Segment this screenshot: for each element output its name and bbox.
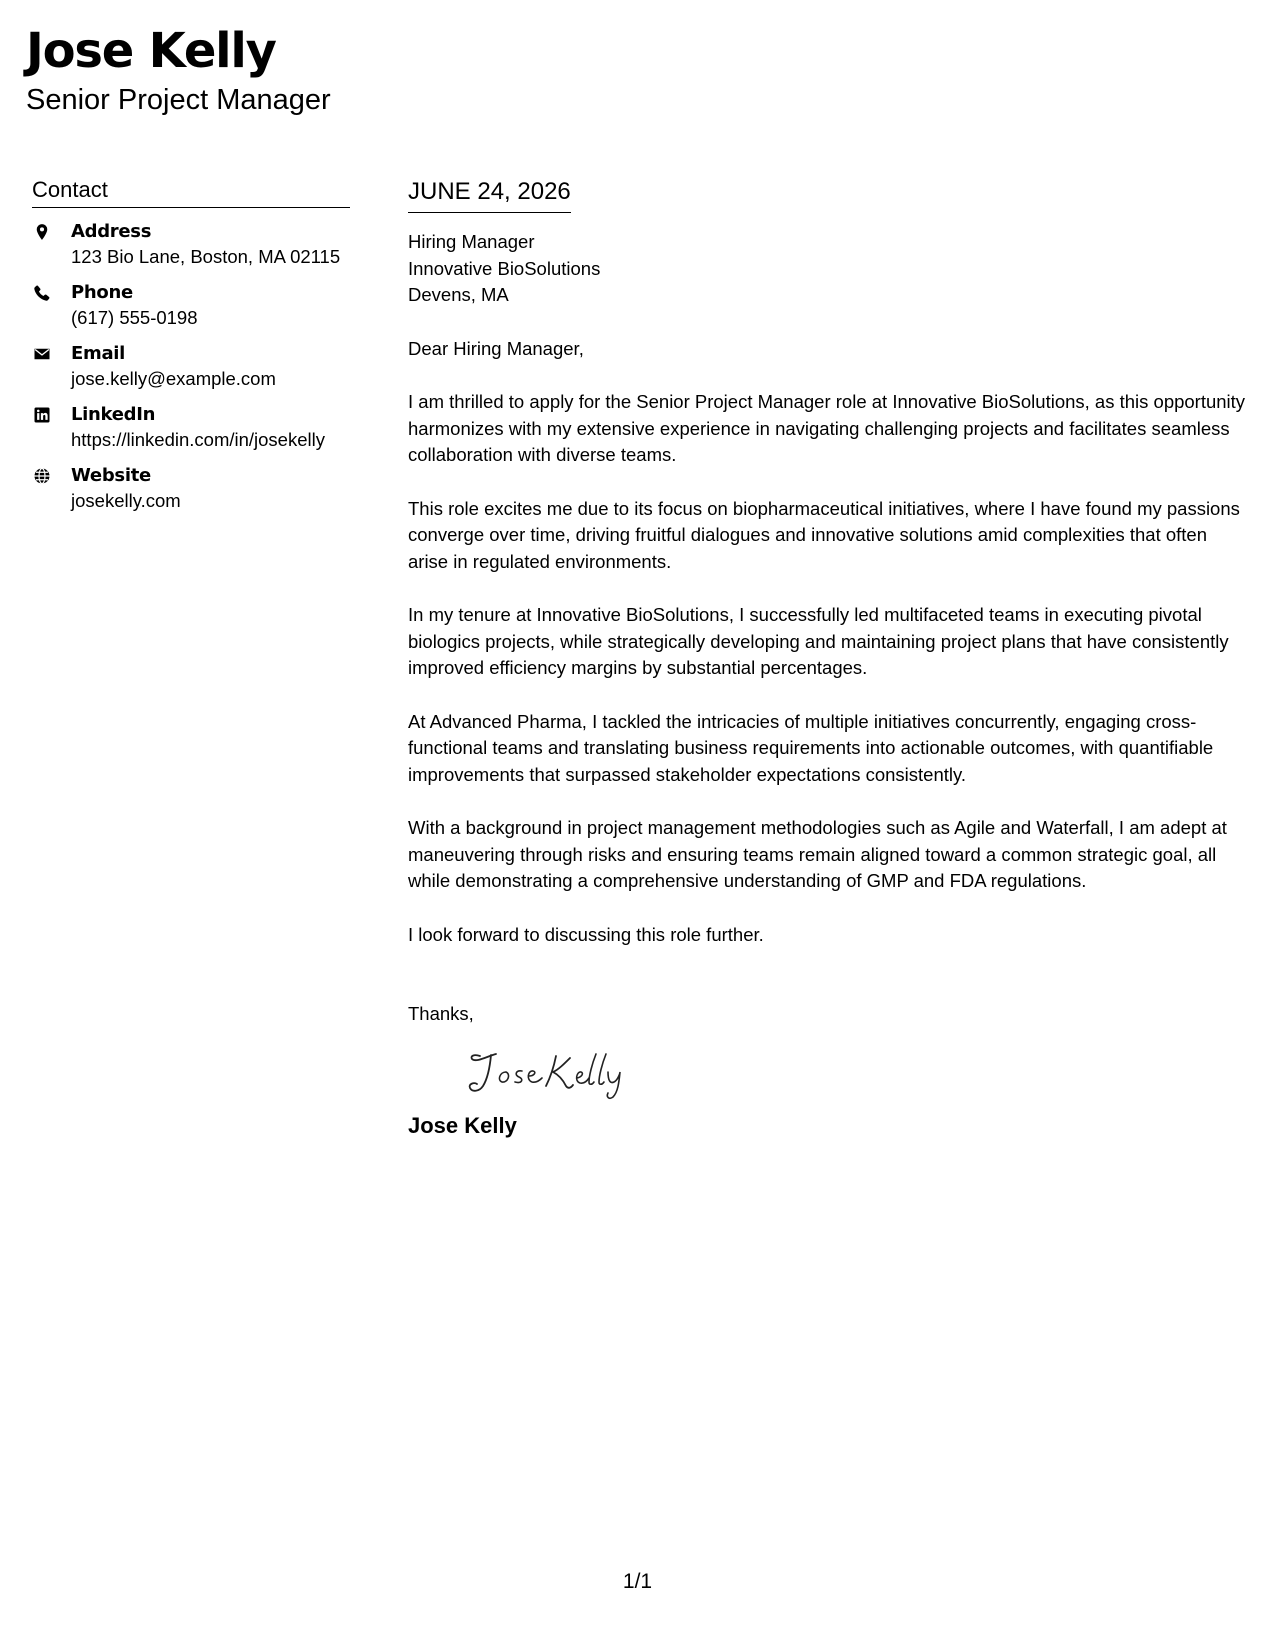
contact-heading: Contact [32, 176, 350, 208]
phone-label: Phone [71, 282, 133, 303]
letter-paragraph: I am thrilled to apply for the Senior Project Manager role at Innovative BioSolutions, as this opportunity harmonizes with my extensive experience in navigating challenging projects and facilitates seamless collaboration with diverse teams. [408, 391, 1246, 465]
linkedin-label: LinkedIn [71, 404, 156, 425]
recipient-line: Devens, MA [408, 284, 509, 305]
handwritten-signature [450, 1042, 650, 1102]
contact-website [32, 463, 350, 513]
linkedin-icon [32, 405, 52, 425]
contact-email [32, 341, 350, 391]
page-number: 1/1 [622, 1570, 653, 1593]
letter-date: JUNE 24, 2026 [408, 176, 571, 213]
address-value: 123 Bio Lane, Boston, MA 02115 [71, 246, 341, 267]
phone-icon [32, 283, 52, 303]
globe-icon [32, 466, 52, 486]
signoff-name: Jose Kelly [408, 1112, 517, 1138]
letter-paragraph: With a background in project management methodologies such as Agile and Waterfall, I am adept at maneuvering through risks and ensuring teams remain aligned toward a common strategic goal, all while demonstrating a comprehensive understanding of GMP and FDA regulations. [408, 817, 1227, 891]
letter-paragraph: In my tenure at Innovative BioSolutions, I successfully led multifaceted teams in executing pivotal biologics projects, while strategically developing and maintaining project plans that have consistently improved efficiency margins by substantial percentages. [408, 604, 1229, 678]
applicant-name: Jose Kelly [26, 23, 276, 79]
recipient-block [408, 229, 1248, 309]
recipient-line: Hiring Manager [408, 231, 535, 252]
website-label: Website [71, 465, 151, 486]
letter-paragraph: I look forward to discussing this role further. [408, 923, 764, 945]
closing: Thanks, [408, 1003, 474, 1024]
linkedin-value: https://linkedin.com/in/josekelly [71, 429, 325, 450]
map-pin-icon [32, 222, 52, 242]
email-label: Email [71, 343, 126, 364]
contact-phone [32, 280, 350, 330]
letter-paragraph: This role excites me due to its focus on biopharmaceutical initiatives, where I have found my passions converge over time, driving fruitful dialogues and innovative solutions amid complexities that often arise in regulated environments. [408, 497, 1240, 572]
letter-body [408, 176, 1248, 1140]
recipient-line: Innovative BioSolutions [408, 257, 601, 279]
email-value: jose.kelly@example.com [71, 368, 276, 389]
phone-value: (617) 555-0198 [71, 307, 198, 328]
contact-linkedin [32, 402, 350, 452]
letter-paragraph: At Advanced Pharma, I tackled the intricacies of multiple initiatives concurrently, engaging cross-functional teams and translating business requirements into actionable outcomes, with quantifiable improvements that surpassed stakeholder expectations consistently. [408, 710, 1214, 785]
salutation: Dear Hiring Manager, [408, 337, 584, 359]
website-value: josekelly.com [71, 490, 181, 511]
contact-sidebar [32, 176, 350, 513]
envelope-icon [32, 344, 52, 364]
contact-address [32, 219, 350, 269]
address-label: Address [71, 221, 152, 242]
applicant-title: Senior Project Manager [26, 84, 331, 116]
